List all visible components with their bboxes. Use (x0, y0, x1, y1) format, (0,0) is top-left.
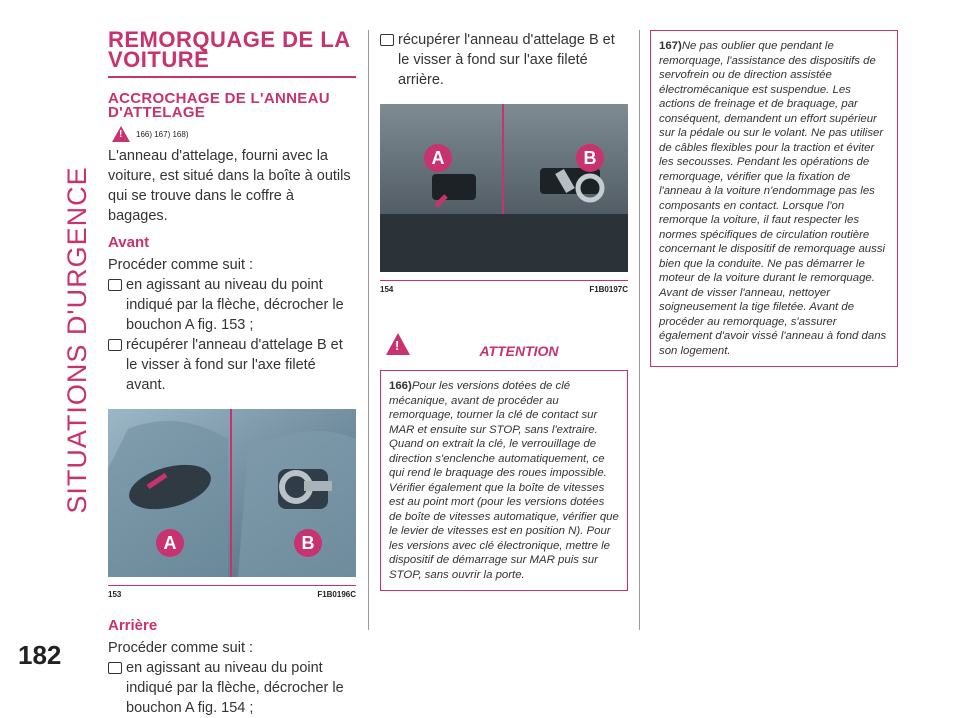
list-item (108, 335, 356, 395)
note-167-box (650, 30, 898, 367)
figure-number: 154 (380, 285, 394, 294)
callout-b: B (576, 144, 604, 172)
avant-heading: Avant (108, 234, 150, 251)
warning-references (112, 126, 356, 142)
page-number: 182 (18, 640, 62, 670)
side-tab (0, 0, 92, 678)
avant-lead: Procéder comme suit : (108, 257, 254, 273)
figure-153 (108, 409, 356, 599)
note-167 (659, 39, 889, 358)
callout-b: B (294, 529, 322, 557)
list-item (380, 30, 628, 90)
intro-paragraph: L'anneau d'attelage, fourni avec la voiture, est situé dans la boîte à outils qui se trouve dans le coffre à bagages. (108, 148, 351, 224)
note-ref: 166) (389, 380, 412, 392)
list-item-text: en agissant au niveau du point indiqué par la flèche, décrocher le bouchon A fig. 153 ; (126, 277, 344, 333)
list-item (108, 658, 356, 718)
figure-caption (108, 585, 356, 599)
column-divider (639, 30, 640, 630)
figure-154-image (380, 104, 628, 272)
list-item-text: en agissant au niveau du point indiqué par la flèche, décrocher le bouchon A fig. 154 ; (126, 660, 344, 716)
checkbox-bullet-icon (108, 662, 122, 674)
subsection-title: ACCROCHAGE DE L'ANNEAU D'ATTELAGE (108, 90, 330, 121)
callout-a: A (424, 144, 452, 172)
figure-154 (380, 104, 628, 294)
figure-number: 153 (108, 590, 122, 599)
note-text: Ne pas oublier que pendant le remorquage, l'assistance des dispositifs de servofrein ou de direction assistée électromécanique est suspendue. Les actions de freinage et de braquage, par conséquent, demandent un effort supérieur sur la pédale ou sur le volant. Ne pas utiliser de câbles flexibles pour la traction et éviter les secousses. Pendant les opérations de remorquage, vérifier que la fixation de l'anneau à la voiture n'endommage pas les composants en contact. Lorsque l'on remorque la voiture, il faut respecter les normes spécifiques de circulation routière concernant le dispositif de remorquage aussi bien que la conduite. Ne pas démarrer le moteur de la voiture durant le remorquage. Avant de visser l'anneau, nettoyer soigneusement la tige filetée. Avant de procéder au remorquage, s'assurer également d'avoir vissé l'anneau à fond dans son logement. (659, 40, 887, 357)
warning-refs-text: 166) 167) 168) (136, 129, 189, 139)
note-ref: 167) (659, 40, 682, 52)
figure-code: F1B0196C (317, 590, 356, 599)
checkbox-bullet-icon (380, 34, 394, 46)
figure-code: F1B0197C (589, 285, 628, 294)
warning-icon: ! (112, 126, 130, 142)
column-3 (650, 30, 898, 367)
figure-153-image (108, 409, 356, 577)
list-item-text: récupérer l'anneau d'attelage B et le visser à fond sur l'axe fileté avant. (126, 337, 343, 393)
arriere-heading: Arrière (108, 617, 158, 634)
column-1 (108, 27, 356, 718)
checkbox-bullet-icon (108, 279, 122, 291)
attention-header (380, 324, 628, 364)
list-item (108, 275, 356, 335)
note-text: Pour les versions dotées de clé mécanique, avant de procéder au remorquage, tourner la clé de contact sur MAR et ensuite sur STOP, sans l'extraire. Quand on extrait la clé, le verrouillage de direction s'enclenche automatiquement, ce qui rend le braquage des roues impossible. Vérifier également que la boîte de vitesses est au point mort (pour les versions dotées de boîte de vitesses automatique, vérifier que le levier de vitesses est en position N). Pour les versions avec clé électronique, mettre le dispositif de démarrage sur MAR puis sur STOP, sans ouvrir la porte. (389, 380, 619, 581)
arriere-lead: Procéder comme suit : (108, 640, 254, 656)
checkbox-bullet-icon (108, 339, 122, 351)
callout-a: A (156, 529, 184, 557)
attention-box (380, 370, 628, 591)
note-166 (389, 379, 619, 582)
column-divider (368, 30, 369, 630)
attention-title: ATTENTION (479, 343, 559, 359)
chapter-side-title: SITUATIONS D'URGENCE (62, 166, 92, 514)
rear-bumper-illustration (380, 104, 628, 272)
list-item-text: récupérer l'anneau d'attelage B et le visser à fond sur l'axe fileté arrière. (398, 32, 615, 88)
figure-caption (380, 280, 628, 294)
warning-icon: ! (386, 333, 410, 355)
section-title: REMORQUAGE DE LA VOITURE (108, 30, 356, 78)
column-2 (380, 30, 628, 591)
